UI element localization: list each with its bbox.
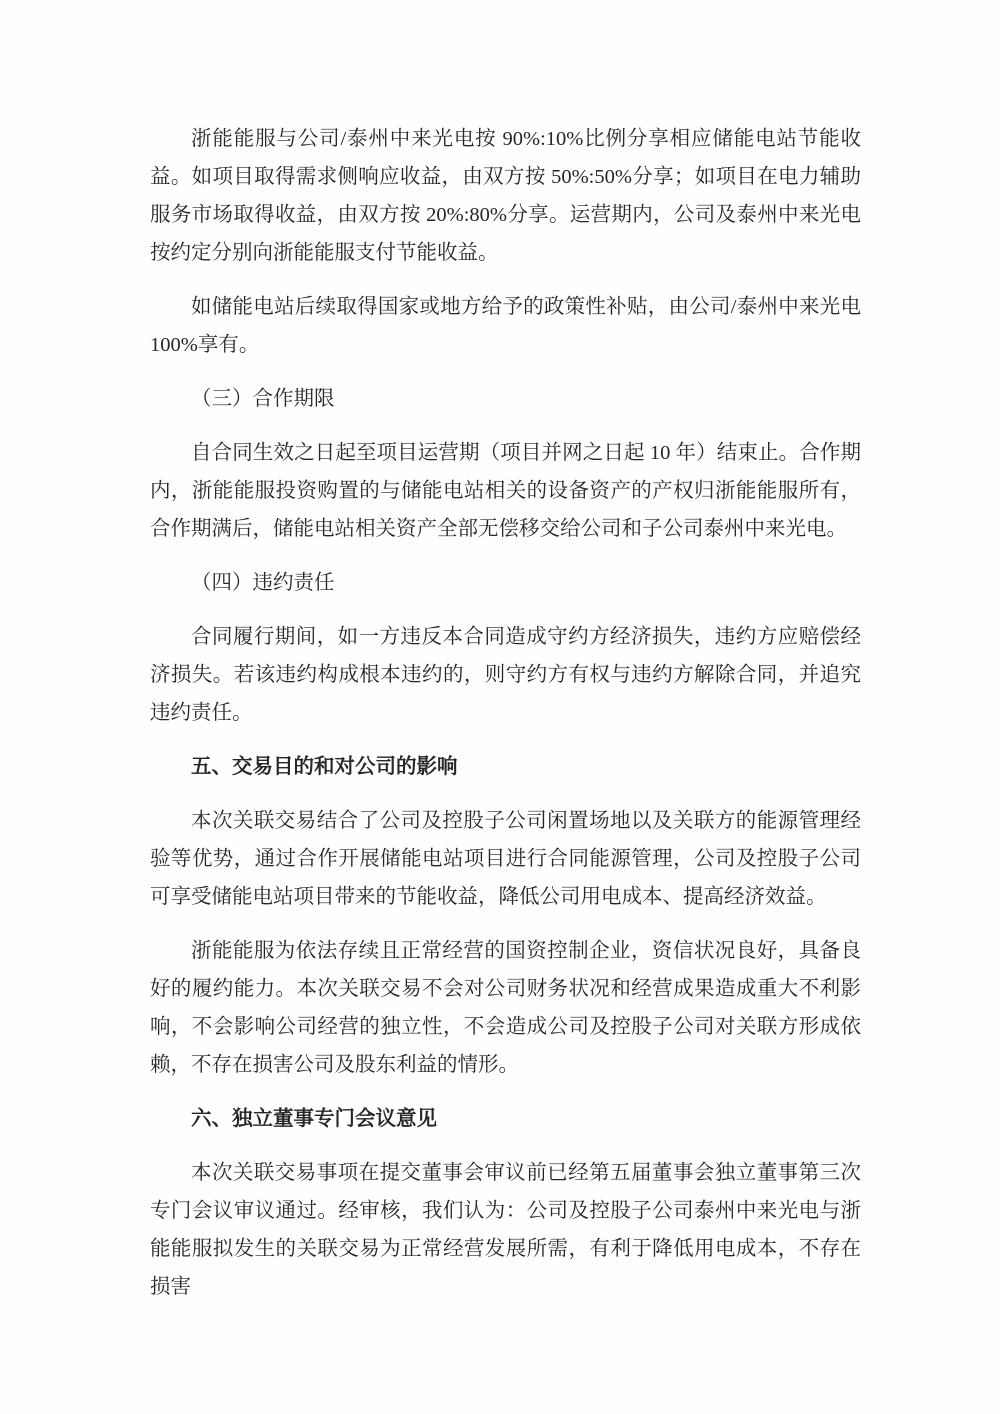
paragraph-breach-liability: 合同履行期间，如一方违反本合同造成守约方经济损失，违约方应赔偿经济损失。若该违约构成根本违约的，则守约方有权与违约方解除合同，并追究违约责任。 <box>150 626 861 724</box>
paragraph-cooperation-period: 自合同生效之日起至项目运营期（项目并网之日起 10 年）结束止。合作期内，浙能能服投资购置的与储能电站相关的设备资产的产权归浙能能服所有，合作期满后，储能电站相关资产全部无偿移交给公司和子公司泰州中来光电。 <box>150 442 861 540</box>
paragraph-transaction-benefit: 本次关联交易结合了公司及控股子公司闲置场地以及关联方的能源管理经验等优势，通过合作开展储能电站项目进行合同能源管理，公司及控股子公司可享受储能电站项目带来的节能收益，降低公司用电成本、提高经济效益。 <box>150 810 861 908</box>
subheading-cooperation-period: （三）合作期限 <box>191 388 335 410</box>
paragraph-policy-subsidy: 如储能电站后续取得国家或地方给予的政策性补贴，由公司/泰州中来光电100%享有。 <box>150 296 861 356</box>
paragraph-no-adverse-impact: 浙能能服为依法存续且正常经营的国资控制企业，资信状况良好，具备良好的履约能力。本次关联交易不会对公司财务状况和经营成果造成重大不利影响，不会影响公司经营的独立性，不会造成公司及控股子公司对关联方形成依赖，不存在损害公司及股东利益的情形。 <box>150 940 861 1076</box>
heading-independent-directors: 六、独立董事专门会议意见 <box>191 1108 437 1130</box>
subheading-breach-liability: （四）违约责任 <box>191 572 335 594</box>
paragraph-directors-opinion: 本次关联交易事项在提交董事会审议前已经第五届董事会独立董事第三次专门会议审议通过。经审核，我们认为：公司及控股子公司泰州中来光电与浙能能服拟发生的关联交易为正常经营发展所需，有利于降低用电成本，不存在损害 <box>150 1162 861 1298</box>
document-content <box>150 120 861 1322</box>
paragraph-profit-sharing: 浙能能服与公司/泰州中来光电按 90%:10%比例分享相应储能电站节能收益。如项目取得需求侧响应收益，由双方按 50%:50%分享；如项目在电力辅助服务市场取得收益，由双方按 20%:80%分享。运营期内，公司及泰州中来光电按约定分别向浙能能服支付节能收益。 <box>150 128 861 264</box>
heading-transaction-purpose: 五、交易目的和对公司的影响 <box>191 756 458 778</box>
